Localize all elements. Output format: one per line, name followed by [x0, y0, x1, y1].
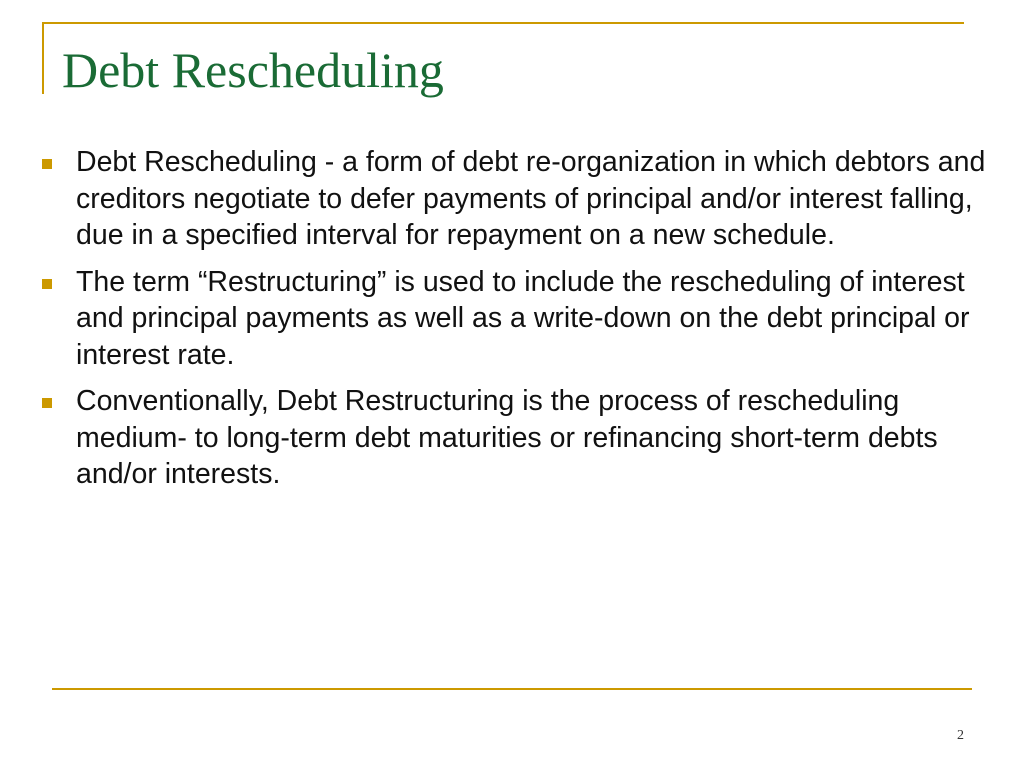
footer-rule	[52, 688, 972, 690]
title-frame-top-rule	[42, 22, 964, 24]
bullet-text: Conventionally, Debt Restructuring is the process of rescheduling medium- to long-term debt maturities or refinancing short-term debts and/or interests.	[76, 385, 938, 490]
square-bullet-icon	[42, 279, 52, 289]
bullet-item	[40, 383, 990, 493]
title-frame-left-rule	[42, 22, 44, 94]
bullet-text: Debt Rescheduling - a form of debt re-organization in which debtors and creditors negotiate to defer payments of principal and/or interest falling, due in a specified interval for repayment on a new schedule.	[76, 146, 986, 251]
square-bullet-icon	[42, 159, 52, 169]
bullet-item	[40, 264, 990, 374]
bullet-text: The term “Restructuring” is used to include the rescheduling of interest and principal payments as well as a write-down on the debt principal or interest rate.	[76, 265, 970, 371]
slide-title: Debt Rescheduling	[62, 42, 444, 98]
square-bullet-icon	[42, 398, 52, 408]
bullet-list	[40, 144, 990, 503]
bullet-item	[40, 144, 990, 254]
page-number: 2	[957, 728, 964, 743]
